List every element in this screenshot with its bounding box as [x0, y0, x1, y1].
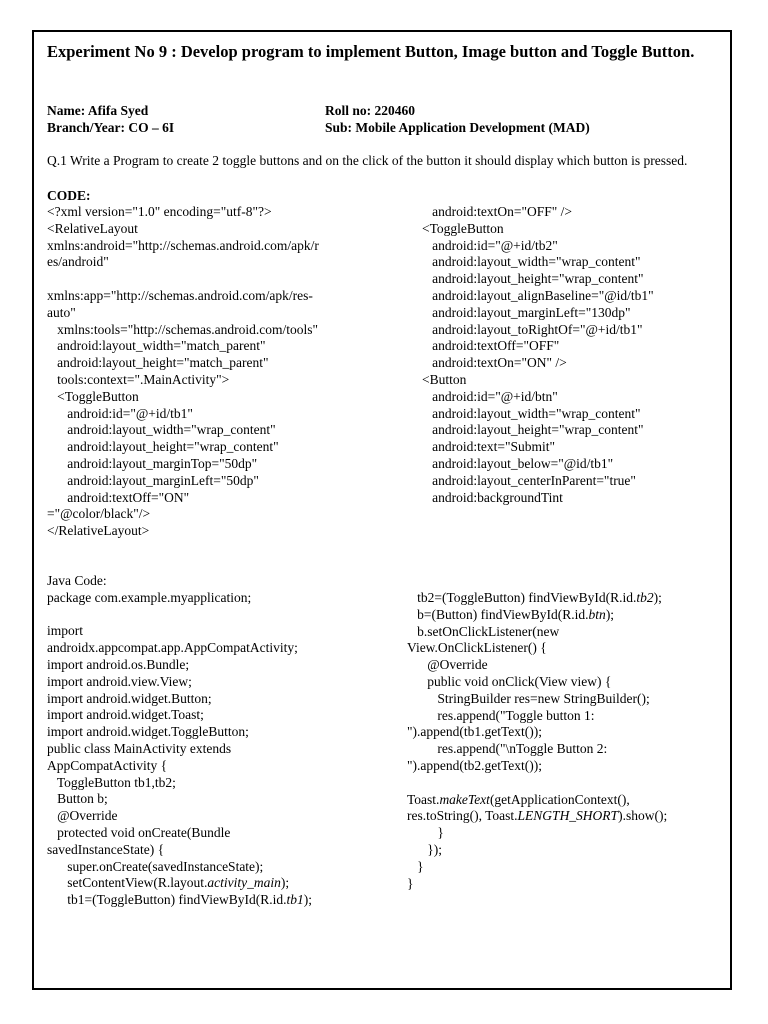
code-line: android:text="Submit" [422, 439, 556, 455]
xml-code-left-column [47, 204, 319, 540]
code-line: protected void onCreate(Bundle [47, 824, 231, 840]
code-line: </RelativeLayout> [47, 523, 150, 539]
code-line: @Override [407, 657, 488, 673]
code-line: ="@color/black"/> [47, 506, 151, 522]
code-line: @Override [47, 808, 118, 824]
code-line: import android.widget.Button; [47, 690, 212, 706]
code-line: <?xml version="1.0" encoding="utf-8"?> [47, 204, 272, 219]
code-line: StringBuilder res=new StringBuilder(); [407, 690, 650, 706]
experiment-title: Experiment No 9 : Develop program to implement Button, Image button and Toggle Button. [47, 42, 695, 61]
code-line: Button b; [47, 791, 108, 807]
code-line: b=(Button) findViewById(R.id.btn); [407, 606, 615, 622]
code-line: android:id="@+id/btn" [422, 388, 558, 404]
code-line: setContentView(R.layout.activity_main); [47, 875, 290, 891]
code-line: <Button [422, 371, 467, 387]
code-line: xmlns:app="http://schemas.android.com/apk/res- [47, 287, 313, 303]
code-line: tools:context=".MainActivity"> [47, 371, 230, 387]
code-line: b.setOnClickListener(new [407, 623, 560, 639]
code-line: androidx.appcompat.app.AppCompatActivity; [47, 640, 298, 656]
code-line: android:layout_marginLeft="130dp" [422, 304, 631, 320]
code-line: tb2=(ToggleButton) findViewById(R.id.tb2); [407, 590, 662, 605]
code-line: import android.view.View; [47, 673, 192, 689]
code-line: android:textOn="ON" /> [422, 355, 567, 371]
code-line: es/android" [47, 254, 109, 270]
code-line: } [407, 825, 444, 841]
code-line: android:layout_height="wrap_content" [422, 422, 644, 438]
code-line: Java Code: [47, 573, 107, 588]
code-line: }); [407, 841, 442, 857]
question-text: Q.1 Write a Program to create 2 toggle buttons and on the click of the button it should display which button is pressed. [47, 153, 688, 168]
code-line: xmlns:tools="http://schemas.android.com/tools" [47, 321, 318, 337]
code-line [407, 775, 667, 792]
code-line: } [407, 858, 424, 874]
code-line: android:layout_centerInParent="true" [422, 472, 636, 488]
code-line: ").append(tb1.getText()); [407, 724, 543, 740]
roll-number: Roll no: 220460 [325, 103, 416, 118]
code-line: <ToggleButton [47, 388, 139, 404]
code-line: xmlns:android="http://schemas.android.com/apk/r [47, 237, 319, 253]
code-line [47, 271, 319, 288]
code-line: android:layout_toRightOf="@+id/tb1" [422, 321, 643, 337]
code-line: import [47, 623, 83, 639]
code-line: android:textOn="OFF" /> [422, 204, 572, 219]
code-line: android:layout_width="match_parent" [47, 338, 266, 354]
code-line: public class MainActivity extends [47, 740, 232, 756]
code-line [47, 607, 312, 624]
code-line: android:layout_below="@id/tb1" [422, 455, 614, 471]
code-heading: CODE: [47, 188, 91, 203]
code-line: Toast.makeText(getApplicationContext(), [407, 791, 630, 807]
branch-year: Branch/Year: CO – 6I [47, 120, 175, 135]
code-line: <ToggleButton [422, 220, 504, 236]
code-line: android:layout_marginLeft="50dp" [47, 472, 259, 488]
code-line: super.onCreate(savedInstanceState); [47, 858, 264, 874]
code-line: res.append("\nToggle Button 2: [407, 741, 608, 757]
code-line: android:id="@+id/tb1" [47, 405, 193, 421]
code-line: public void onClick(View view) { [407, 673, 612, 689]
code-line: package com.example.myapplication; [47, 589, 252, 605]
java-code-left-column [47, 573, 312, 909]
code-line: View.OnClickListener() { [407, 640, 547, 656]
code-line: import android.widget.ToggleButton; [47, 724, 249, 740]
code-line: res.toString(), Toast.LENGTH_SHORT).show(); [407, 808, 668, 824]
code-line: android:textOff="OFF" [422, 338, 560, 354]
code-line: android:layout_height="wrap_content" [47, 439, 279, 455]
code-line: } [407, 875, 414, 891]
code-line: AppCompatActivity { [47, 757, 168, 773]
code-line: tb1=(ToggleButton) findViewById(R.id.tb1); [47, 892, 312, 908]
code-line: res.append("Toggle button 1: [407, 707, 595, 723]
student-name: Name: Afifa Syed [47, 103, 149, 118]
code-line: android:textOff="ON" [47, 489, 190, 505]
code-line: import android.widget.Toast; [47, 707, 204, 723]
code-line: auto" [47, 304, 76, 320]
code-line: android:layout_height="wrap_content" [422, 271, 644, 287]
code-line: android:layout_width="wrap_content" [422, 254, 641, 270]
code-line: android:layout_marginTop="50dp" [47, 455, 258, 471]
code-line: android:layout_width="wrap_content" [422, 405, 641, 421]
code-line: android:backgroundTint [422, 489, 563, 505]
code-line: android:layout_height="match_parent" [47, 355, 269, 371]
code-line: ToggleButton tb1,tb2; [47, 774, 176, 790]
subject: Sub: Mobile Application Development (MAD) [325, 120, 590, 135]
code-line: import android.os.Bundle; [47, 656, 190, 672]
code-line: ").append(tb2.getText()); [407, 757, 543, 773]
code-line: android:layout_width="wrap_content" [47, 422, 276, 438]
code-line: android:id="@+id/tb2" [422, 237, 558, 253]
code-line: savedInstanceState) { [47, 841, 165, 857]
java-code-right-column [407, 590, 667, 892]
code-line: android:layout_alignBaseline="@id/tb1" [422, 287, 654, 303]
xml-code-right-column [422, 204, 654, 506]
code-line: <RelativeLayout [47, 220, 138, 236]
